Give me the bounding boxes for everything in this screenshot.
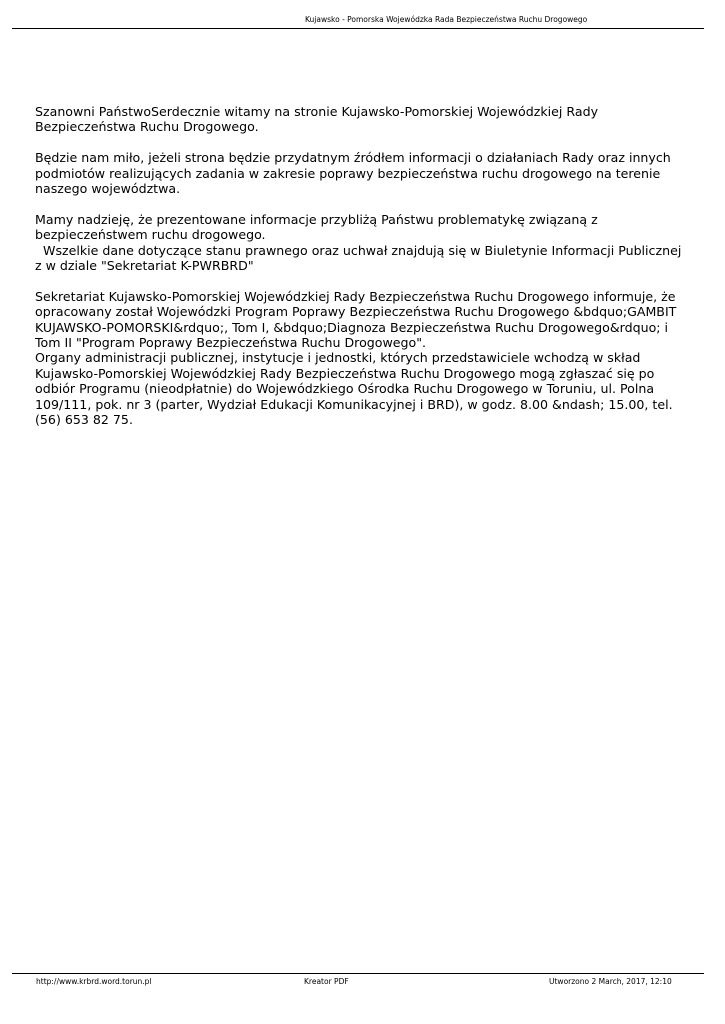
program-announcement-paragraph: Sekretariat Kujawsko-Pomorskiej Wojewódzkiej Rady Bezpieczeństwa Ruchu Drogowego informuje, że opracowany został Wojewódzki Program Poprawy Bezpieczeństwa Ruchu Drogowego &bdquo;GAMBIT KUJAWSKO-POMORSKI&rdquo;, Tom I, &bdquo;Diagnoza Bezpieczeństwa Ruchu Drogowego&rdquo; i Tom II "Program Poprawy Bezpieczeństwa Ruchu Drogowego".: [35, 288, 677, 351]
document-body: [35, 104, 687, 427]
welcome-paragraph: Szanowni PaństwoSerdecznie witamy na stronie Kujawsko-Pomorskiej Wojewódzkiej Rady Bezpieczeństwa Ruchu Drogowego.: [35, 104, 599, 135]
intro-paragraph: Będzie nam miło, jeżeli strona będzie przydatnym źródłem informacji o działaniach Rady oraz innych podmiotów realizujących zadania w zakresie poprawy bezpieczeństwa ruchu drogowego na terenie naszego województwa.: [35, 150, 671, 197]
footer-generator: Kreator PDF: [304, 977, 349, 986]
footer-site-url: http://www.krbrd.word.torun.pl: [36, 977, 152, 986]
hope-paragraph: Mamy nadzieję, że prezentowane informacje przybliżą Państwu problematykę związaną z bezpieczeństwem ruchu drogowego.: [35, 211, 598, 243]
footer-created-date: Utworzono 2 March, 2017, 12:10: [549, 977, 672, 986]
bip-info-paragraph: Wszelkie dane dotyczące stanu prawnego oraz uchwał znajdują się w Biuletynie Informacji Publicznej z w dziale "Sekretariat K-PWRBRD": [35, 242, 686, 274]
page-header-title: Kujawsko - Pomorska Wojewódzka Rada Bezpieczeństwa Ruchu Drogowego: [305, 15, 588, 24]
header-divider: [12, 28, 704, 29]
footer-divider: [12, 973, 704, 974]
program-pickup-paragraph: Organy administracji publicznej, instytucje i jednostki, których przedstawiciele wchodzą w skład Kujawsko-Pomorskiej Wojewódzkiej Rady Bezpieczeństwa Ruchu Drogowego mogą zgłaszać się po odbiór Programu (nieodpłatnie) do Wojewódzkiego Ośrodka Ruchu Drogowego w Toruniu, ul. Polna 109/111, pok. nr 3 (parter, Wydział Edukacji Komunikacyjnej i BRD), w godz. 8.00 &ndash; 15.00, tel. (56) 653 82 75.: [35, 350, 673, 428]
